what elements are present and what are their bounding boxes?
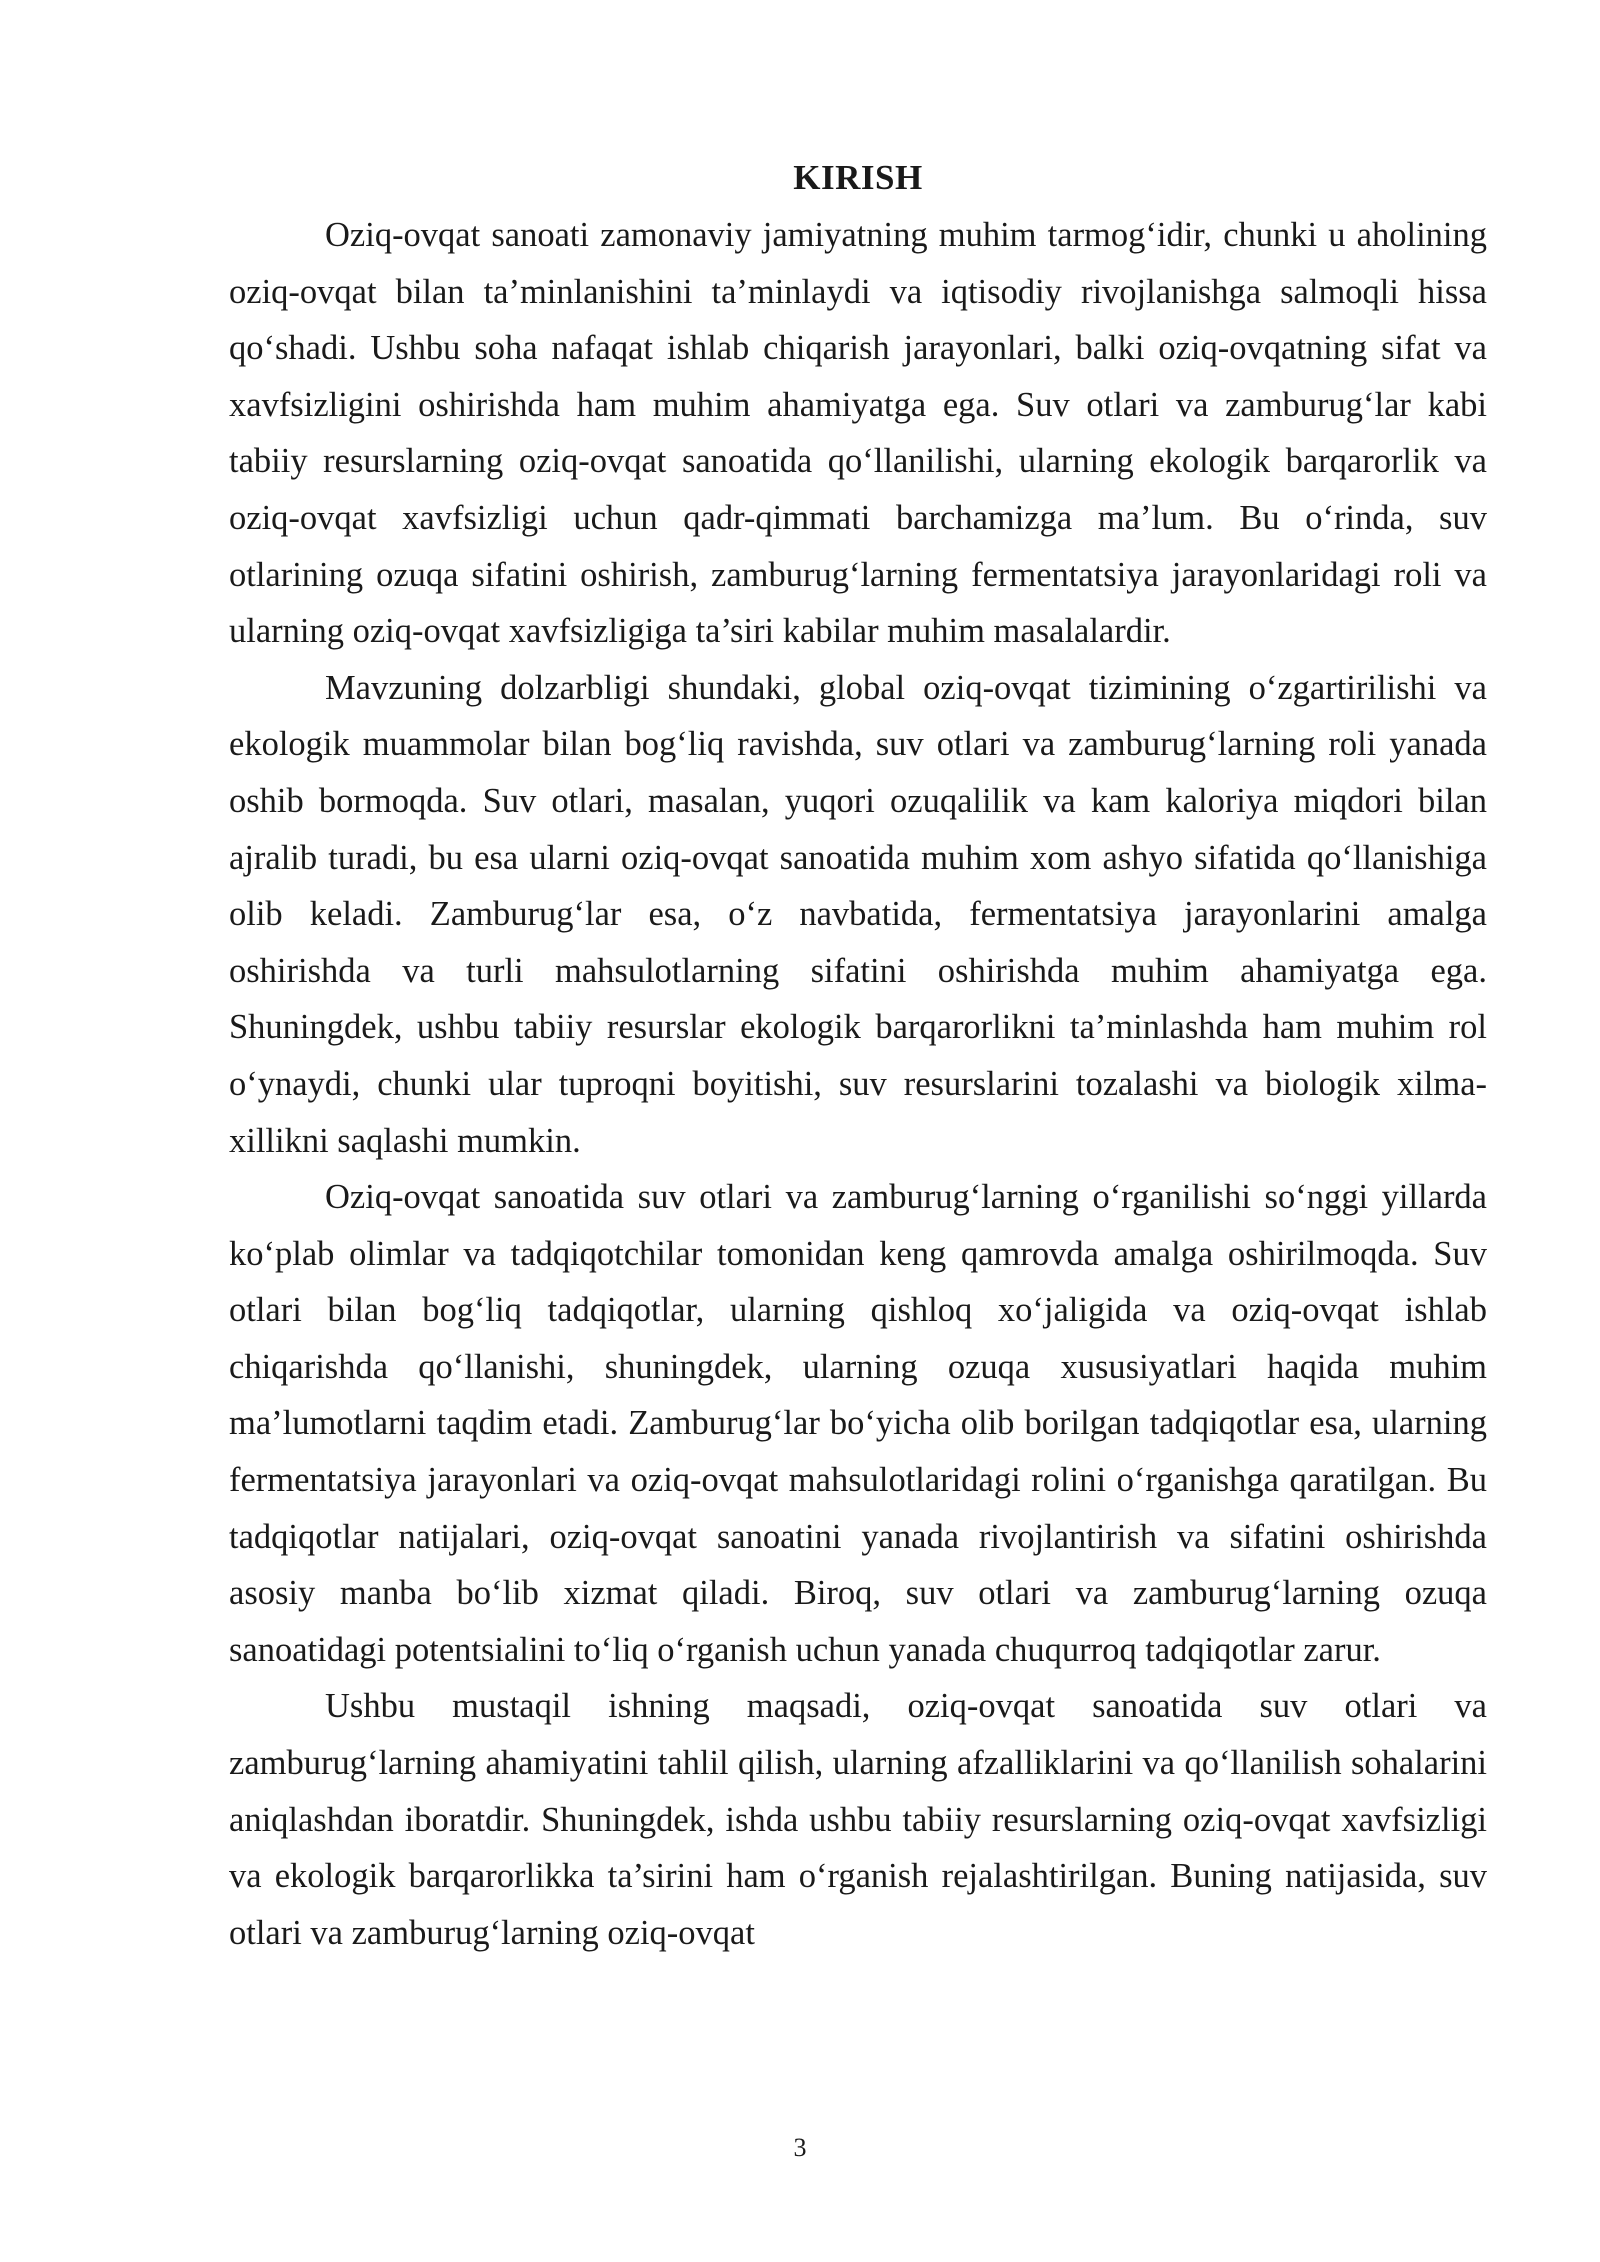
page-content xyxy=(229,150,1487,1961)
section-title: KIRISH xyxy=(793,158,923,197)
paragraph-1: Oziq-ovqat sanoati zamonaviy jamiyatning muhim tarmog‘idir, chunki u aholining oziq-ovqat bilan ta’minlanishini ta’minlaydi va iqtisodiy rivojlanishga salmoqli hissa qo‘shadi. Ushbu soha nafaqat ishlab chiqarish jarayonlari, balki oziq-ovqatning sifat va xavfsizligini oshirishda ham muhim ahamiyatga ega. Suv otlari va zamburug‘lar kabi tabiiy resurslarning oziq-ovqat sanoatida qo‘llanilishi, ularning ekologik barqarorlik va oziq-ovqat xavfsizligi uchun qadr-qimmati barchamizga ma’lum. Bu o‘rinda, suv otlarining ozuqa sifatini oshirish, zamburug‘larning fermentatsiya jarayonlaridagi roli va ularning oziq-ovqat xavfsizligiga ta’siri kabilar muhim masalalardir. xyxy=(229,216,1487,651)
page-number: 3 xyxy=(793,2133,807,2162)
paragraph-4: Ushbu mustaqil ishning maqsadi, oziq-ovqat sanoatida suv otlari va zamburug‘larning ahamiyatini tahlil qilish, ularning afzalliklarini va qo‘llanilish sohalarini aniqlashdan iboratdir. Shuningdek, ishda ushbu tabiiy resurslarning oziq-ovqat xavfsizligi va ekologik barqarorlikka ta’sirini ham o‘rganish rejalashtirilgan. Buning natijasida, suv otlari va zamburug‘larning oziq-ovqat xyxy=(229,1687,1487,1952)
paragraph-2: Mavzuning dolzarbligi shundaki, global oziq-ovqat tizimining o‘zgartirilishi va ekologik muammolar bilan bog‘liq ravishda, suv otlari va zamburug‘larning roli yanada oshib bormoqda. Suv otlari, masalan, yuqori ozuqalilik va kam kaloriya miqdori bilan ajralib turadi, bu esa ularni oziq-ovqat sanoatida muhim xom ashyo sifatida qo‘llanishiga olib keladi. Zamburug‘lar esa, o‘z navbatida, fermentatsiya jarayonlarini amalga oshirishda va turli mahsulotlarning sifatini oshirishda muhim ahamiyatga ega. Shuningdek, ushbu tabiiy resurslar ekologik barqarorlikni ta’minlashda ham muhim rol o‘ynaydi, chunki ular tuproqni boyitishi, suv resurslarini tozalashi va biologik xilma-xillikni saqlashi mumkin. xyxy=(229,668,1487,1160)
paragraph-3: Oziq-ovqat sanoatida suv otlari va zamburug‘larning o‘rganilishi so‘nggi yillarda ko‘plab olimlar va tadqiqotchilar tomonidan keng qamrovda amalga oshirilmoqda. Suv otlari bilan bog‘liq tadqiqotlar, ularning qishloq xo‘jaligida va oziq-ovqat ishlab chiqarishda qo‘llanishi, shuningdek, ularning ozuqa xususiyatlari haqida muhim ma’lumotlarni taqdim etadi. Zamburug‘lar bo‘yicha olib borilgan tadqiqotlar esa, ularning fermentatsiya jarayonlari va oziq-ovqat mahsulotlaridagi rolini o‘rganishga qaratilgan. Bu tadqiqotlar natijalari, oziq-ovqat sanoatini yanada rivojlantirish va sifatini oshirishda asosiy manba bo‘lib xizmat qiladi. Biroq, suv otlari va zamburug‘larning ozuqa sanoatidagi potentsialini to‘liq o‘rganish uchun yanada chuqurroq tadqiqotlar zarur. xyxy=(229,1178,1487,1669)
